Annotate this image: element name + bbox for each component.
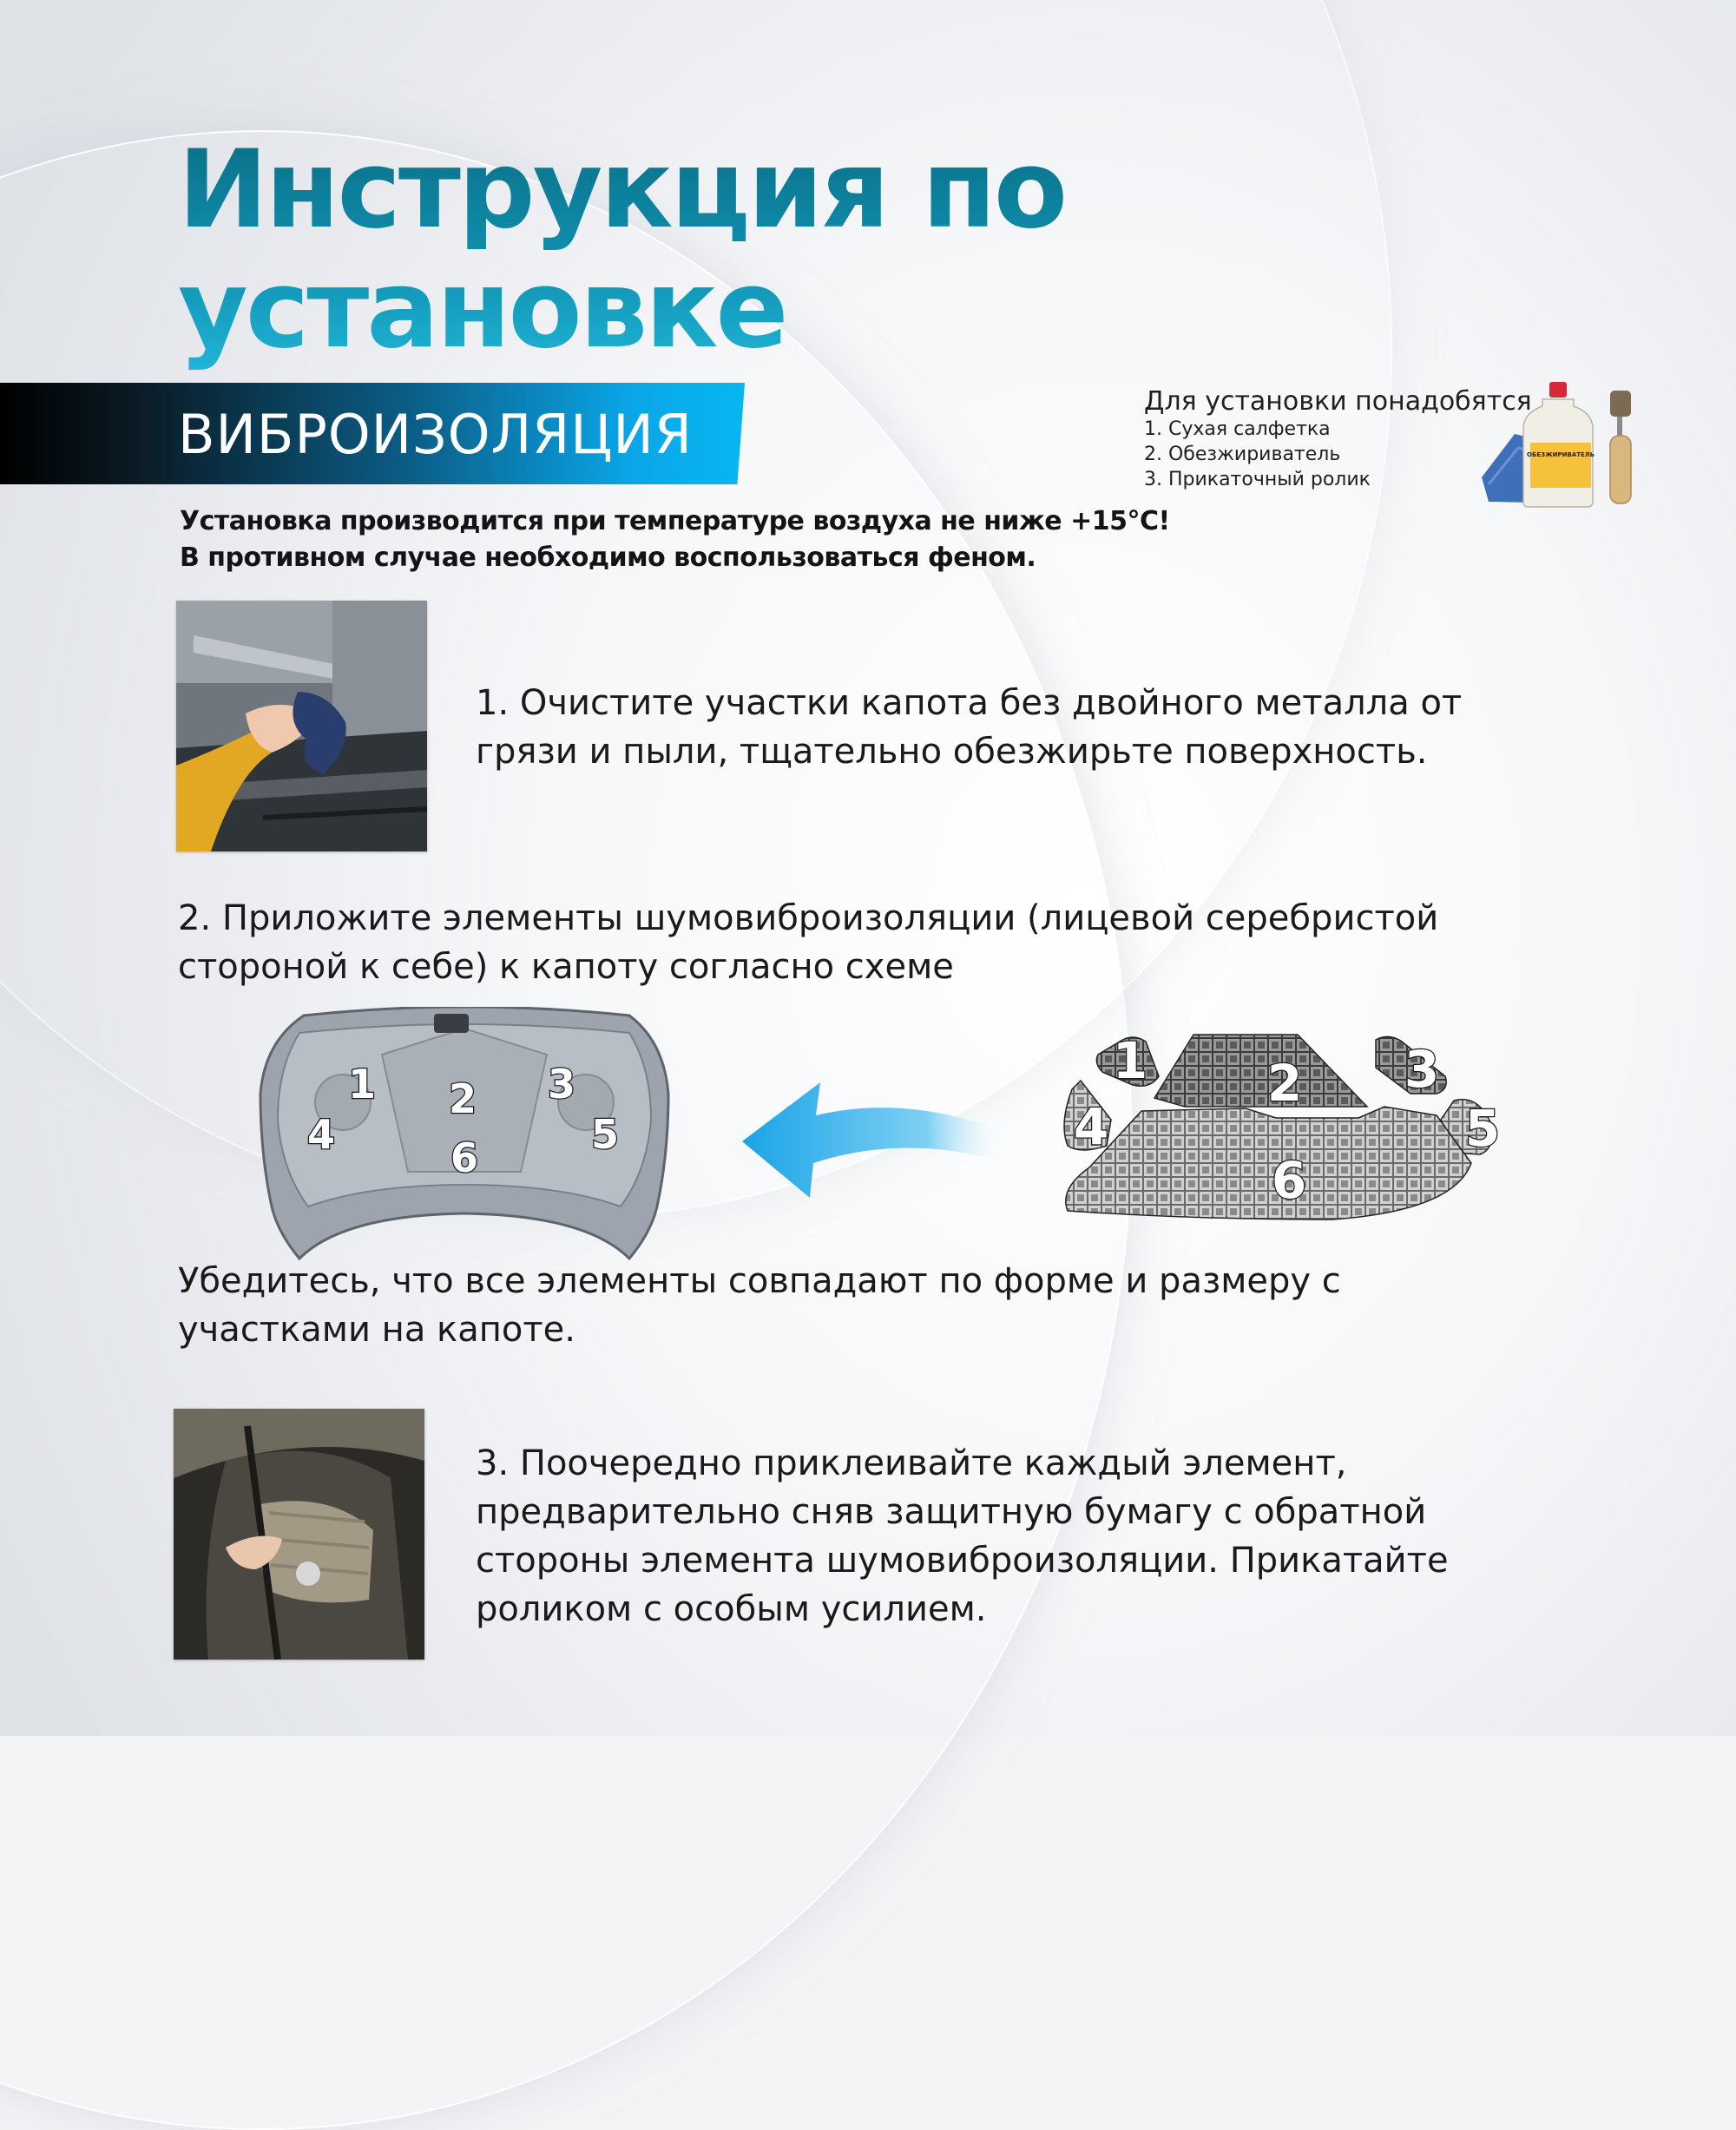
tools-item: 1. Сухая салфетка bbox=[1144, 418, 1331, 440]
page-title bbox=[178, 130, 1220, 370]
bottle-icon bbox=[1523, 382, 1595, 507]
hood-label-2: 2 bbox=[448, 1075, 477, 1122]
tools-image bbox=[1480, 382, 1636, 508]
step1-text bbox=[476, 679, 1462, 776]
step3-line4: роликом с особым усилием. bbox=[476, 1589, 987, 1629]
arrow-left-icon bbox=[733, 1081, 1011, 1202]
pad-label-1: 1 bbox=[1112, 1031, 1148, 1090]
step1-line2: грязи и пыли, тщательно обезжирьте поверхность. bbox=[476, 732, 1428, 772]
warning-line1: Установка производится при температуре воздуха не ниже +15°С! bbox=[180, 506, 1170, 536]
step2-text bbox=[178, 894, 1438, 991]
step3-photo bbox=[174, 1409, 424, 1660]
step3-line2: предварительно сняв защитную бумагу с обратной bbox=[476, 1492, 1427, 1532]
pad-label-4: 4 bbox=[1073, 1097, 1109, 1156]
page-title-line2: установке bbox=[178, 247, 786, 372]
tools-list bbox=[1144, 387, 1532, 492]
hood-diagram bbox=[256, 1007, 673, 1267]
warning-line2: В противном случае необходимо воспользоваться феном. bbox=[180, 542, 1036, 573]
step3-line1: 3. Поочередно приклеивайте каждый элемент, bbox=[476, 1443, 1347, 1483]
bottle-label: ОБЕЗЖИРИВАТЕЛЬ bbox=[1527, 451, 1595, 458]
check-note bbox=[178, 1257, 1341, 1354]
step2-line1: 2. Приложите элементы шумовиброизоляции (лицевой серебристой bbox=[178, 898, 1439, 938]
hood-label-3: 3 bbox=[547, 1061, 576, 1108]
check-note-line2: участками на капоте. bbox=[178, 1310, 575, 1350]
tools-item: 2. Обезжириватель bbox=[1144, 444, 1341, 465]
hood-label-6: 6 bbox=[450, 1134, 479, 1181]
step3-line3: стороны элемента шумовиброизоляции. Прикатайте bbox=[476, 1541, 1449, 1581]
hood-label-5: 5 bbox=[590, 1111, 620, 1158]
pad-label-2: 2 bbox=[1266, 1054, 1303, 1113]
step1-photo bbox=[176, 601, 427, 851]
temperature-warning bbox=[180, 503, 1170, 576]
hood-label-1: 1 bbox=[347, 1061, 377, 1108]
tools-item: 3. Прикаточный ролик bbox=[1144, 469, 1371, 490]
check-note-line1: Убедитесь, что все элементы совпадают по форме и размеру с bbox=[178, 1261, 1341, 1301]
section-label: ВИБРОИЗОЛЯЦИЯ bbox=[178, 403, 693, 466]
hood-label-4: 4 bbox=[306, 1111, 336, 1158]
pads-diagram bbox=[1046, 1024, 1532, 1233]
roller-icon bbox=[1610, 391, 1631, 503]
tools-title: Для установки понадобятся bbox=[1144, 386, 1532, 417]
step2-line2: стороной к себе) к капоту согласно схеме bbox=[178, 947, 954, 987]
pad-label-5: 5 bbox=[1464, 1099, 1501, 1158]
pad-label-3: 3 bbox=[1404, 1040, 1440, 1099]
page-title-line1: Инструкция по bbox=[178, 128, 1066, 253]
pad-label-6: 6 bbox=[1271, 1151, 1307, 1210]
step3-text bbox=[476, 1439, 1449, 1634]
step1-line1: 1. Очистите участки капота без двойного металла от bbox=[476, 683, 1463, 723]
